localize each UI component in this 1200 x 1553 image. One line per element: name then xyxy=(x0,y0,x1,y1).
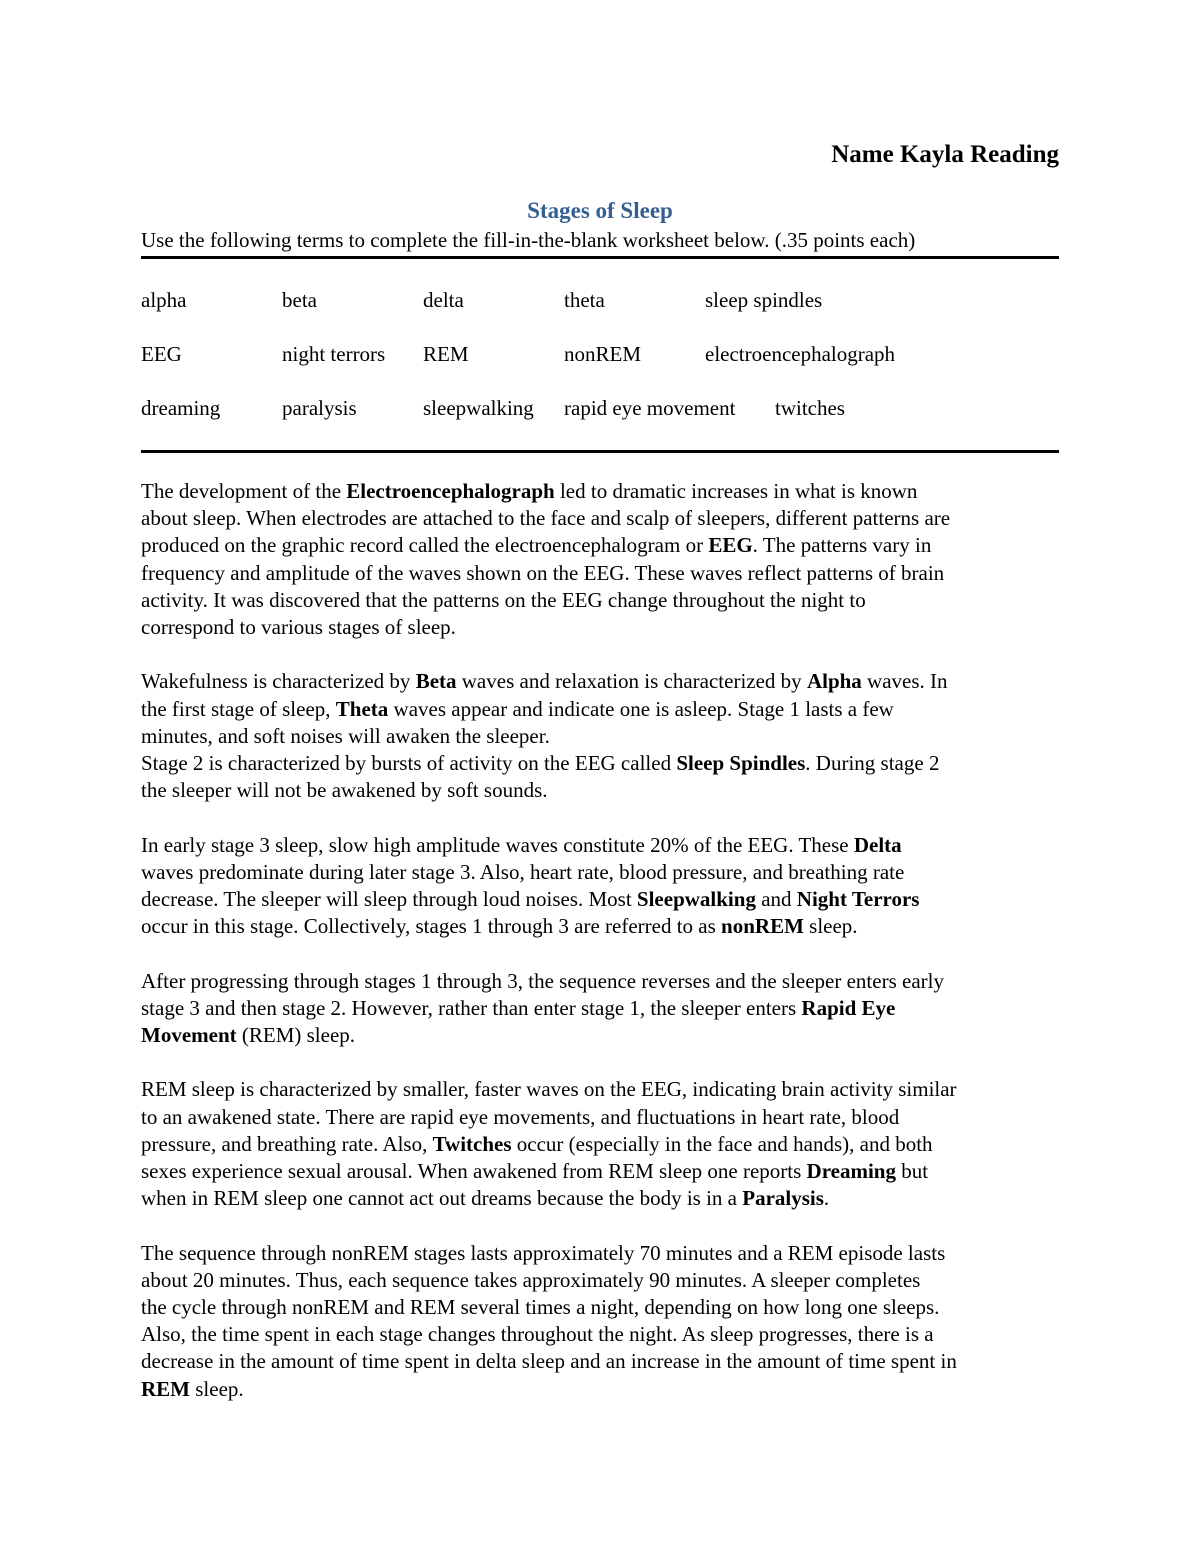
text-segment: waves. In xyxy=(861,669,948,694)
text-segment: led to dramatic increases in what is known xyxy=(554,479,918,503)
term-item: sleep spindles xyxy=(705,288,823,312)
paragraph-spacer xyxy=(141,804,1061,831)
term-item: rapid eye movement xyxy=(564,396,736,420)
text-segment: sleep. xyxy=(190,1376,244,1401)
text-segment: . xyxy=(823,1186,830,1211)
term-item: electroencephalograph xyxy=(705,342,896,366)
bottom-divider xyxy=(141,450,1059,453)
text-segment: Stage 2 is characterized by bursts of activity on the EEG called xyxy=(141,751,677,776)
answer-term: Sleep Spindles xyxy=(676,751,806,776)
answer-term: Twitches xyxy=(432,1131,512,1156)
text-line xyxy=(141,696,1061,723)
text-segment: decrease. The sleeper will sleep through loud noises. Most xyxy=(141,887,637,912)
answer-term: Rapid Eye xyxy=(801,995,896,1020)
paragraph-stage-3 xyxy=(141,832,1061,941)
paragraph-cycle xyxy=(141,1240,1061,1403)
text-segment: frequency and amplitude of the waves shown on the EEG. These waves reflect patterns of brain xyxy=(141,560,945,585)
instructions: Use the following terms to complete the fill-in-the-blank worksheet below. (.35 points each) xyxy=(141,228,916,252)
term-item: REM xyxy=(423,342,469,366)
text-segment: and xyxy=(755,887,797,912)
answer-term: REM xyxy=(141,1376,190,1401)
term-item: night terrors xyxy=(282,342,386,366)
paragraph-eeg xyxy=(141,478,1061,641)
text-segment: Wakefulness is characterized by xyxy=(141,669,416,694)
worksheet-body xyxy=(141,478,1061,1430)
paragraph-stages-1-2 xyxy=(141,668,1061,804)
text-segment: sexes experience sexual arousal. When awakened from REM sleep one reports xyxy=(141,1159,807,1184)
text-segment: activity. It was discovered that the patterns on the EEG change throughout the night to xyxy=(141,587,866,612)
text-line xyxy=(141,968,1061,995)
term-item: dreaming xyxy=(141,396,221,420)
student-name: Name Kayla Reading xyxy=(831,141,1059,168)
text-segment: minutes, and soft noises will awaken the sleeper. xyxy=(141,723,550,748)
term-item: paralysis xyxy=(282,396,357,420)
term-item: sleepwalking xyxy=(423,396,534,420)
text-segment: about sleep. When electrodes are attached to the face and scalp of sleepers, different patterns are xyxy=(141,506,951,531)
answer-term: Beta xyxy=(415,669,457,694)
answer-term: Sleepwalking xyxy=(636,887,756,912)
answer-term: nonREM xyxy=(721,914,804,939)
text-line xyxy=(141,532,1061,559)
answer-term: Night Terrors xyxy=(796,887,920,912)
term-item: nonREM xyxy=(564,342,642,366)
text-segment: REM sleep is characterized by smaller, faster waves on the EEG, indicating brain activity similar xyxy=(141,1077,957,1102)
text-line xyxy=(141,1240,1061,1267)
answer-term: Theta xyxy=(335,696,389,721)
answer-term: Dreaming xyxy=(806,1159,896,1184)
text-segment: the cycle through nonREM and REM several times a night, depending on how long one sleeps. xyxy=(141,1295,940,1320)
text-line xyxy=(141,859,1061,886)
answer-term: Delta xyxy=(853,832,902,857)
text-line xyxy=(141,1376,1061,1403)
text-segment: correspond to various stages of sleep. xyxy=(141,615,456,640)
text-segment: The sequence through nonREM stages lasts approximately 70 minutes and a REM episode lasts xyxy=(141,1240,946,1265)
text-line xyxy=(141,1131,1061,1158)
term-item: alpha xyxy=(141,288,187,312)
text-line xyxy=(141,723,1061,750)
text-line xyxy=(141,587,1061,614)
text-line xyxy=(141,1348,1061,1375)
text-line xyxy=(141,750,1061,777)
text-line xyxy=(141,560,1061,587)
term-item: twitches xyxy=(775,396,845,420)
text-segment: waves and relaxation is characterized by xyxy=(456,669,807,694)
text-line xyxy=(141,832,1061,859)
text-segment: In early stage 3 sleep, slow high amplitude waves constitute 20% of the EEG. These xyxy=(141,832,854,857)
term-item: beta xyxy=(282,288,317,312)
paragraph-rem xyxy=(141,1076,1061,1212)
text-line xyxy=(141,886,1061,913)
text-segment: pressure, and breathing rate. Also, xyxy=(141,1131,433,1156)
text-segment: waves appear and indicate one is asleep. Stage 1 lasts a few xyxy=(388,696,894,721)
text-line xyxy=(141,1022,1061,1049)
text-segment: decrease in the amount of time spent in delta sleep and an increase in the amount of time spent in xyxy=(141,1349,957,1374)
text-segment: the first stage of sleep, xyxy=(141,696,336,721)
text-line xyxy=(141,1158,1061,1185)
text-segment: waves predominate during later stage 3. Also, heart rate, blood pressure, and breathing rate xyxy=(141,859,905,884)
text-line xyxy=(141,777,1061,804)
text-segment: Also, the time spent in each stage changes throughout the night. As sleep progresses, there is a xyxy=(141,1322,934,1347)
text-line xyxy=(141,1321,1061,1348)
answer-term: Movement xyxy=(141,1023,237,1048)
top-divider xyxy=(141,256,1059,259)
text-segment: occur (especially in the face and hands), and both xyxy=(511,1131,933,1156)
text-line xyxy=(141,1267,1061,1294)
text-line xyxy=(141,478,1061,505)
text-segment: . The patterns vary in xyxy=(752,533,932,558)
answer-term: Electroencephalograph xyxy=(346,479,555,503)
answer-term: Paralysis xyxy=(742,1186,824,1211)
text-segment: The development of the xyxy=(141,479,347,503)
text-line xyxy=(141,1294,1061,1321)
text-line xyxy=(141,1185,1061,1212)
text-segment: stage 3 and then stage 2. However, rather than enter stage 1, the sleeper enters xyxy=(141,995,802,1020)
term-item: delta xyxy=(423,288,464,312)
text-line xyxy=(141,668,1061,695)
paragraph-reversal xyxy=(141,968,1061,1050)
text-segment: (REM) sleep. xyxy=(236,1023,356,1048)
text-segment: about 20 minutes. Thus, each sequence takes approximately 90 minutes. A sleeper completes xyxy=(141,1267,921,1292)
text-segment: . During stage 2 xyxy=(805,751,940,776)
text-line xyxy=(141,913,1061,940)
page-title: Stages of Sleep xyxy=(527,198,673,223)
text-line xyxy=(141,995,1061,1022)
text-segment: sleep. xyxy=(803,914,858,939)
text-segment: but xyxy=(895,1159,929,1184)
text-line xyxy=(141,505,1061,532)
text-segment: produced on the graphic record called the electroencephalogram or xyxy=(141,533,709,558)
term-item: EEG xyxy=(141,342,182,366)
text-segment: when in REM sleep one cannot act out dreams because the body is in a xyxy=(141,1186,743,1211)
text-line xyxy=(141,614,1061,641)
text-segment: occur in this stage. Collectively, stages 1 through 3 are referred to as xyxy=(141,914,722,939)
text-line xyxy=(141,1104,1061,1131)
text-segment: After progressing through stages 1 through 3, the sequence reverses and the sleeper enters early xyxy=(141,968,944,993)
text-segment: to an awakened state. There are rapid eye movements, and fluctuations in heart rate, blood xyxy=(141,1104,900,1129)
text-segment: the sleeper will not be awakened by soft sounds. xyxy=(141,778,548,803)
text-line xyxy=(141,1076,1061,1103)
answer-term: EEG xyxy=(708,533,753,558)
term-item: theta xyxy=(564,288,605,312)
answer-term: Alpha xyxy=(806,669,862,694)
